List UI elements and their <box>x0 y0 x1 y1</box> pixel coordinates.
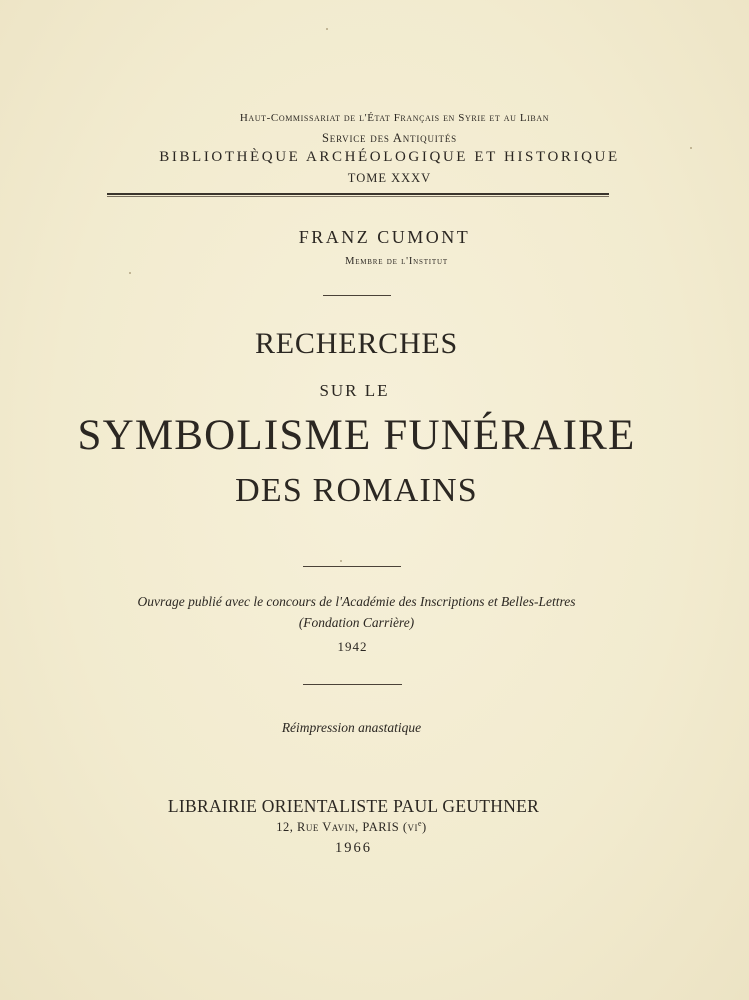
series-service: Service des Antiquités <box>322 131 457 145</box>
paper-speck <box>340 560 342 562</box>
address-superscript: e <box>417 819 423 828</box>
title-line-2: SUR LE <box>319 381 390 400</box>
address-close: ) <box>422 820 427 835</box>
series-commissariat: Haut-Commissariat de l'État Français en Syrie et au Liban <box>239 112 550 124</box>
paper-speck <box>690 147 692 149</box>
reprint-note: Réimpression anastatique <box>281 720 422 735</box>
publication-year: 1942 <box>337 639 368 654</box>
author-affiliation: Membre de l'Institut <box>345 256 448 267</box>
paper-speck <box>129 272 131 274</box>
paper-speck <box>326 28 328 30</box>
title-line-3: SYMBOLISME FUNÉRAIRE <box>77 412 636 459</box>
author-name: FRANZ CUMONT <box>298 227 471 247</box>
series-volume: TOME XXXV <box>347 171 432 185</box>
publisher-address <box>0 819 726 835</box>
title-line-1: RECHERCHES <box>254 327 459 360</box>
address-city: PARIS <box>362 820 400 835</box>
publisher-year: 1966 <box>335 840 372 856</box>
header-divider <box>107 193 609 197</box>
series-library: BIBLIOTHÈQUE ARCHÉOLOGIQUE ET HISTORIQUE <box>159 149 620 165</box>
address-arrondissement: (vi <box>399 820 418 835</box>
divider-title <box>303 566 401 567</box>
publication-note-line-2: (Fondation Carrière) <box>298 615 415 630</box>
publication-note-line-1: Ouvrage publié avec le concours de l'Académie des Inscriptions et Belles-Lettres <box>137 594 576 609</box>
divider-author <box>323 295 391 296</box>
title-line-4: DES ROMAINS <box>235 472 478 509</box>
divider-publication <box>303 684 402 685</box>
publisher-name: LIBRAIRIE ORIENTALISTE PAUL GEUTHNER <box>167 796 540 816</box>
address-street: 12, Rue Vavin, <box>276 820 363 835</box>
